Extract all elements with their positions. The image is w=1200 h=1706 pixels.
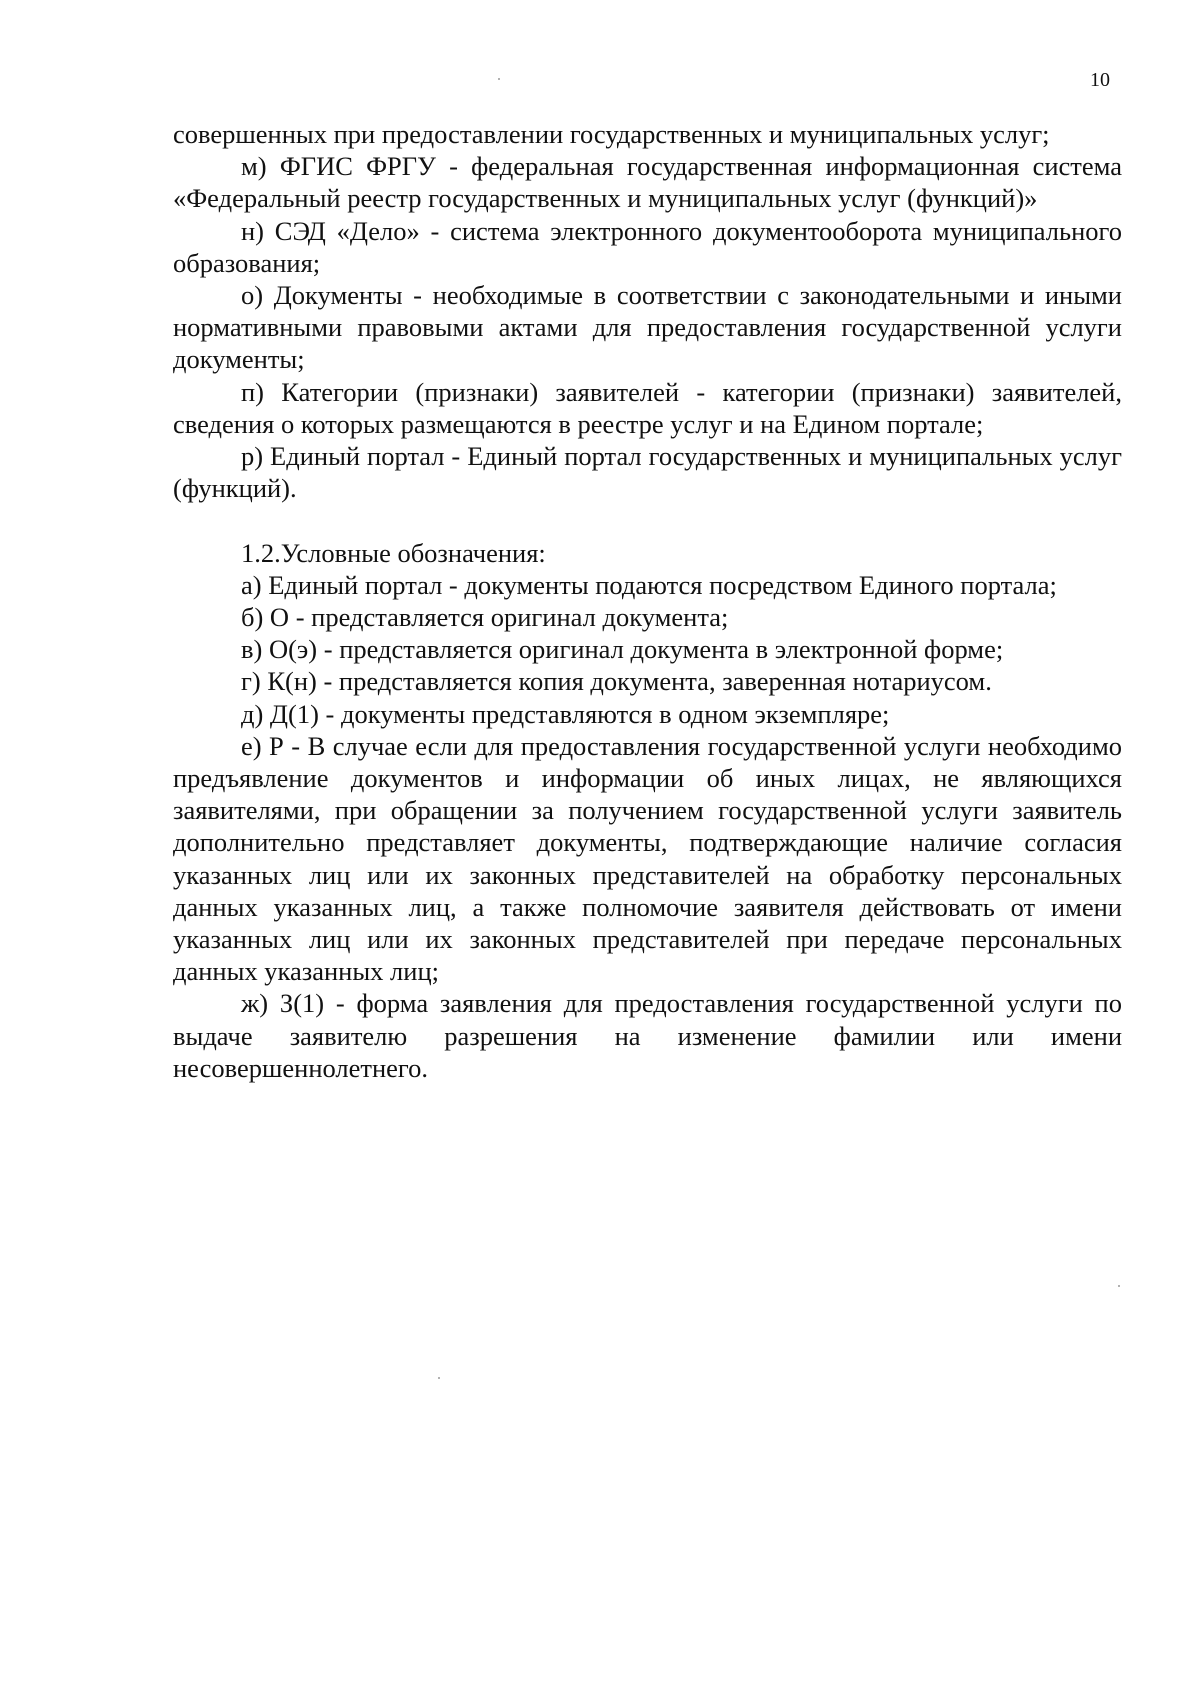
paragraph-item-r: р) Единый портал - Единый портал государственных и муниципальных услуг (функций). xyxy=(173,441,1122,504)
document-body xyxy=(173,118,1122,1084)
paragraph-item-m: м) ФГИС ФРГУ - федеральная государственная информационная система «Федеральный реестр государственных и муниципальных услуг (функций)» xyxy=(173,151,1122,214)
paragraph-item-a: а) Единый портал - документы подаются посредством Единого портала; xyxy=(241,569,1057,600)
paragraph-item-b: б) О - представляется оригинал документа; xyxy=(241,602,729,633)
paragraph-item-e: е) Р - В случае если для предоставления государственной услуги необходимо предъявление документов и информации об иных лицах, не являющихся заявителями, при обращении за получением государственной услуги заявитель дополнительно представляет документы, подтверждающие наличие согласия указанных лиц или их законных представителей на обработку персональных данных указанных лиц, а также полномочие заявителя действовать от имени указанных лиц или их законных представителей при передаче персональных данных указанных лиц; xyxy=(173,730,1122,987)
scan-speck xyxy=(438,1377,440,1379)
paragraph-item-p: п) Категории (признаки) заявителей - категории (признаки) заявителей, сведения о которых размещаются в реестре услуг и на Едином портале; xyxy=(173,376,1122,439)
paragraph-item-v: в) О(э) - представляется оригинал документа в электронной форме; xyxy=(241,634,1004,665)
section-heading-1-2: 1.2.Условные обозначения: xyxy=(241,537,546,568)
paragraph-item-g: г) К(н) - представляется копия документа, заверенная нотариусом. xyxy=(241,666,992,697)
paragraph-item-o: о) Документы - необходимые в соответствии с законодательными и иными нормативными правовыми актами для предоставления государственной услуги документы; xyxy=(173,280,1122,375)
scan-speck xyxy=(1118,1285,1120,1287)
page-number: 10 xyxy=(1090,69,1110,91)
paragraph-continuation: совершенных при предоставлении государственных и муниципальных услуг; xyxy=(173,119,1050,149)
paragraph-item-zh: ж) З(1) - форма заявления для предоставления государственной услуги по выдаче заявителю разрешения на изменение фамилии или имени несовершеннолетнего. xyxy=(173,988,1122,1083)
scan-speck xyxy=(498,78,500,80)
paragraph-item-d: д) Д(1) - документы представляются в одном экземпляре; xyxy=(241,698,890,729)
paragraph-item-n: н) СЭД «Дело» - система электронного документооборота муниципального образования; xyxy=(173,215,1122,278)
